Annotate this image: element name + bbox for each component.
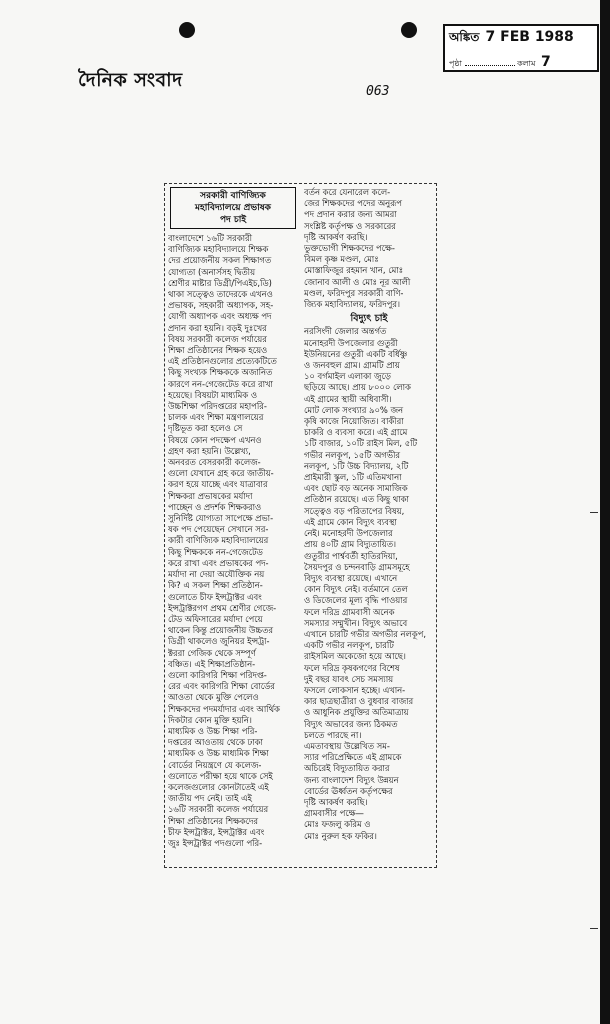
article-line: গুলো যেখানে গ্রহ করে জাতীয়- bbox=[168, 468, 274, 479]
article-line: চীফ ইন্সট্রাক্টর, ইন্সট্রাক্টর এবং bbox=[168, 826, 265, 837]
article-line: বাণিজ্যিক মহাবিদ্যালয়ে শিক্ষক bbox=[168, 244, 269, 255]
margin-mark bbox=[590, 928, 598, 929]
article-line: দৃষ্টিভূত করা হলেও সে bbox=[168, 423, 243, 434]
stamp-date-value: 7 FEB 1988 bbox=[485, 29, 574, 45]
article-line: এবং ছোট বড় অনেক সামাজিক bbox=[304, 483, 408, 494]
article-line: শিক্ষকদের পদমর্যাদার এবং আর্থিক bbox=[168, 703, 280, 714]
article-line: দৃষ্টি আকর্ষণ করছি। bbox=[304, 231, 368, 242]
article-line: কিছু সংখ্যক শিক্ষককে অজানিত bbox=[168, 367, 273, 378]
article-line: ফসলে লোকসান হচ্ছে। এখান- bbox=[304, 684, 406, 695]
article-line: ফলে দরিদ্র কৃষকগণের বিশেষ bbox=[304, 662, 400, 673]
article-line: প্রদান করা হয়নি। বড়ই দুঃখের bbox=[168, 322, 267, 333]
article-line: বঞ্চিত। এই শিক্ষাপ্রতিষ্ঠান- bbox=[168, 658, 256, 669]
article-line: করণ হয়ে যাচ্ছে এবং যাত্রাবার bbox=[168, 479, 268, 490]
stamp-date-label: অঙ্কিত bbox=[449, 30, 480, 44]
article-line: বোর্ডের নিয়ন্ত্রণে যে কলেজ- bbox=[168, 759, 262, 770]
article-line: ১৬টি সরকারী কলেজ পর্যায়ের bbox=[168, 804, 269, 815]
article-line: জন্য বাংলাদেশ বিদ্যুৎ উন্নয়ন bbox=[304, 774, 399, 785]
article-line: বাংলাদেশে ১৬টি সরকারী bbox=[168, 233, 253, 243]
article-line: পদ প্রদান করার জন্য আমরা bbox=[304, 209, 397, 220]
article-line: মণ্ডল, ফরিদপুর সরকারী বাণি- bbox=[304, 287, 404, 298]
article-line: গ্রামবাসীর পক্ষে— bbox=[304, 808, 364, 819]
article-line: বিষয়ে কোন পদক্ষেপ এখনও bbox=[168, 434, 262, 445]
article-line: এই প্রতিষ্ঠানগুলোর প্রত্যেকটিতে bbox=[168, 356, 277, 367]
article-line: মাধ্যমিক ও উচ্চ শিক্ষা পরি- bbox=[168, 725, 258, 736]
article-line: এমতাবস্থায় উল্লেখিত সম- bbox=[304, 740, 390, 751]
article-line: বিদ্যুৎ অভাবের জন্য ঠিকমত bbox=[304, 718, 398, 729]
article-line: আওতা থেকে মুক্তি পেলেও bbox=[168, 692, 259, 703]
article-line: প্রায় ৪০টি গ্রাম বিদ্যুতায়িত। bbox=[304, 539, 396, 550]
article-line: থাকা সত্ত্বেও তাদেরকে এখনও bbox=[168, 289, 273, 300]
page-number: 063 bbox=[366, 84, 390, 99]
article-line: মনোহরদী উপজেলার গুতুরী bbox=[304, 337, 398, 348]
article-line: জুঃ ইন্সট্রাক্টর পদগুলো পরি- bbox=[168, 837, 263, 848]
article-line: একটি গভীর নলকূপ, চারটি bbox=[304, 640, 394, 651]
article-line: শিক্ষা প্রতিষ্ঠানের শিক্ষকদের bbox=[168, 815, 259, 826]
article-line: ফলে দরিদ্র গ্রামবাসী অনেক bbox=[304, 606, 395, 617]
article-line: গুলোতে পরীক্ষা হয়ে থাকে সেই bbox=[168, 770, 273, 781]
article-line: শ্রেণীর মাষ্টার ডিগ্রী/পিএইচ,ডি) bbox=[168, 277, 272, 288]
headline-line: পদ চাই bbox=[219, 215, 247, 225]
article-line: রের এবং কারিগরি শিক্ষা বোর্ডের bbox=[168, 681, 275, 692]
article-line: মোট লোক সংখ্যার ৯০% জন bbox=[304, 404, 404, 415]
article-line: গুলোতে চীফ ইন্সট্রাক্টর এবং bbox=[168, 591, 262, 602]
article-line: গভীর নলকূপ, ১৫টি অগভীর bbox=[304, 449, 400, 460]
article-body-left bbox=[168, 233, 298, 849]
article-line: সৈয়দপুর ও চন্দনবাড়ি গ্রামসমূহে bbox=[304, 561, 410, 572]
article-line: ১টি বাজার, ১০টি রাইস মিল, ৫টি bbox=[304, 438, 418, 449]
punch-hole-right bbox=[401, 22, 417, 38]
article-line: ও আধুনিক প্রযুক্তির অতিমাত্রায় bbox=[304, 707, 409, 718]
article-line: ডিগ্রী থাকলেও জুনিয়র ইন্সট্রা- bbox=[168, 636, 270, 647]
article-line: পাচ্ছেন ও প্রদর্শক শিক্ষকরাও bbox=[168, 501, 262, 512]
article-line: ভুক্তভোগী শিক্ষকদের পক্ষে- bbox=[304, 243, 395, 254]
article-line: ও জনবহুল গ্রাম। গ্রামটি প্রায় bbox=[304, 360, 400, 371]
article-line: চালক এবং শিক্ষা মন্ত্রণালয়ের bbox=[168, 412, 264, 423]
article-line: কৃষি কাজে নিয়োজিত। বাকীরা bbox=[304, 416, 404, 427]
article-line: জ্যিক মহাবিদ্যালয়, ফরিদপুর। bbox=[304, 299, 400, 310]
article-subheadline: বিদ্যুৎ চাই bbox=[350, 313, 388, 325]
article-line: উচ্চশিক্ষা পরিদপ্তরের মহাপরি- bbox=[168, 401, 267, 412]
article-column-right bbox=[304, 187, 434, 847]
stamp-page-row bbox=[449, 54, 551, 71]
article-line: দের প্রয়োজনীয় সকল শিক্ষাগত bbox=[168, 255, 272, 266]
article-body-right-top bbox=[304, 187, 434, 310]
article-line: কোন বিদ্যুৎ নেই। বর্তমানে তেল bbox=[304, 584, 408, 595]
article-line: ও ডিজেলের মূল্য বৃদ্ধি পাওয়ার bbox=[304, 595, 408, 606]
article-line: গুতুরীর পার্শ্ববর্তী হাতিরদিয়া, bbox=[304, 550, 398, 561]
article-line: মাধ্যমিক ও উচ্চ মাধ্যমিক শিক্ষা bbox=[168, 748, 269, 759]
stamp-page-label: পৃষ্ঠা bbox=[449, 59, 462, 68]
article-line: ইন্সট্রাক্টরগণ প্রথম শ্রেণীর গেজে- bbox=[168, 602, 277, 613]
article-line: হয়েছে। বিষয়টা মাধ্যমিক ও bbox=[168, 389, 257, 400]
article-line: বর্তন করে যেনারেল কলে- bbox=[304, 187, 391, 197]
article-line: শিক্ষকরা প্রভাষকের মর্যাদা bbox=[168, 490, 253, 501]
article-line: সংশ্লিষ্ট কর্তৃপক্ষ ও সরকারের bbox=[304, 220, 396, 231]
article-line: কি? এ সকল শিক্ষা প্রতিষ্ঠান- bbox=[168, 580, 263, 591]
article-headline bbox=[170, 187, 296, 229]
headline-line: মহাবিদ্যালয়ে প্রভাষক bbox=[195, 203, 271, 213]
article-line: জোনাব আলী ও মোঃ নূর আলী bbox=[304, 276, 411, 287]
article-line: অনবরত বেসরকারী কলেজ- bbox=[168, 457, 261, 468]
article-line: ক্টররা গেজিক থেকে সম্পূর্ণ bbox=[168, 647, 256, 658]
article-line: এখানে চারটি গভীর অগভীর নলকূপ, bbox=[304, 628, 426, 639]
article-column-left bbox=[168, 187, 298, 867]
article-line: গুলো কারিগরি শিক্ষা পরিদপ্ত- bbox=[168, 669, 267, 680]
article-line: দুই বছর যাবৎ সেচ সমস্যায় bbox=[304, 673, 394, 684]
article-line: কারী বাণিজ্যিক মহাবিদ্যালয়ের bbox=[168, 535, 269, 546]
article-line: যোগ্যতা (অনার্সসহ দ্বিতীয় bbox=[168, 266, 256, 277]
article-line: প্রভাষক, সহকারী অধ্যাপক, সহ- bbox=[168, 300, 274, 311]
page-right-edge bbox=[600, 0, 610, 1024]
article-line: রাইসমিল অকেজো হয়ে আছে। bbox=[304, 651, 406, 662]
article-line: যোগী অধ্যাপক এবং অধ্যক্ষ পদ bbox=[168, 311, 272, 322]
stamp-column-value: 7 bbox=[540, 54, 551, 70]
article-line: স্যার পরিপ্রেক্ষিতে এই গ্রামকে bbox=[304, 752, 402, 763]
article-line: সত্ত্বেও বড় পরিতাপের বিষয়, bbox=[304, 505, 405, 516]
article-line: কার ছাত্রছাত্রীরা ও বুধবার বাজার bbox=[304, 696, 414, 707]
article-line: অচিরেই বিদ্যুতায়িত করার bbox=[304, 763, 390, 774]
margin-mark bbox=[590, 512, 598, 513]
article-line: এই গ্রামে কোন বিদ্যুৎ ব্যবস্থা bbox=[304, 516, 397, 527]
date-stamp bbox=[443, 24, 599, 72]
article-line: ষক পদ পেয়েছেন সেখানে সর- bbox=[168, 524, 269, 535]
article-line: নেই। মনোহরদী উপজেলার bbox=[304, 528, 393, 539]
article-line: দৃষ্টি আকর্ষণ করছি। bbox=[304, 796, 368, 807]
article-line: কারণে নন-গেজেটেড করে রাখা bbox=[168, 378, 273, 389]
article-line: কিছু শিক্ষককে নন-গেজেটেড bbox=[168, 546, 263, 557]
article-line: এই গ্রামের স্থায়ী অধিবাসী। bbox=[304, 393, 392, 404]
article-body-right-bottom bbox=[304, 326, 434, 841]
article-line: শিক্ষা প্রতিষ্ঠানের শিক্ষক হয়েও bbox=[168, 345, 268, 356]
article-line: সমস্যার সম্মুখীন। বিদ্যুৎ অভাবে bbox=[304, 617, 408, 628]
article-line: গ্রহণ করা হয়নি। উল্লেখ্য, bbox=[168, 445, 251, 456]
article-line: প্রতিষ্ঠান রয়েছে। এত কিছু থাকা bbox=[304, 494, 409, 505]
article-line: ইউনিয়নের গুতুরী একটি বর্ধিষ্ণু bbox=[304, 348, 408, 359]
article-line: মোঃ নুরুল হক ফকির। bbox=[304, 830, 377, 841]
article-line: ছড়িয়ে আছে। প্রায় ৮০০০ লোক bbox=[304, 382, 411, 393]
article-line: ১০ বর্গমাইল এলাকা জুড়ে bbox=[304, 371, 391, 382]
article-line: মোস্তাফিজুর রহমান খান, মোঃ bbox=[304, 265, 404, 276]
article-line: টেড অফিসারের মর্যাদা পেয়ে bbox=[168, 613, 263, 624]
stamp-column-label: কলাম bbox=[517, 59, 536, 68]
article-line: বোর্ডের ঊর্ধ্বতন কর্তৃপক্ষের bbox=[304, 785, 393, 796]
article-line: দপ্তরের আওতায় থেকে ঢাকা bbox=[168, 737, 263, 748]
article-line: থাকেন কিন্তু প্রয়োজনীয় উচ্চতর bbox=[168, 625, 274, 636]
punch-hole-left bbox=[179, 22, 195, 38]
article-line: বিদ্যুৎ ব্যবস্থা রয়েছে। এখানে bbox=[304, 572, 398, 583]
stamp-date-row bbox=[449, 29, 574, 49]
article-line: প্রাইমারী স্কুল, ১টি এতিমখানা bbox=[304, 472, 402, 483]
article-line: করে রাখা এবং প্রভাষকের পদ- bbox=[168, 557, 269, 568]
headline-line: সরকারী বাণিজ্যিক bbox=[200, 191, 266, 201]
article-line: চলতে পারছে না। bbox=[304, 729, 362, 740]
article-line: জের শিক্ষকদের পদের অনুরূপ bbox=[304, 198, 402, 209]
article-line: বিষয় সরকারী কলেজ পর্যায়ের bbox=[168, 333, 267, 344]
article-line: মর্যাদা না দেয়া অযৌক্তিক নয় bbox=[168, 569, 265, 580]
newspaper-name: দৈনিক সংবাদ bbox=[78, 69, 183, 91]
article-line: কলেজগুলোর কোনটাতেই এই bbox=[168, 781, 269, 792]
article-line: জাতীয় পদ নেই। তাই এই bbox=[168, 793, 252, 804]
article-line: মোঃ ফজলু করিম ও bbox=[304, 819, 371, 830]
article-line: সুনির্দিষ্ট যোগ্যতা সাপেক্ষে প্রভা- bbox=[168, 513, 274, 524]
article-line: চাকরি ও ব্যবসা করে। এই গ্রামে bbox=[304, 427, 408, 438]
article-line: দিকটার কোন মুক্তি হয়নি। bbox=[168, 714, 252, 725]
article-line: নলকূপ, ১টি উচ্চ বিদ্যালয়, ২টি bbox=[304, 460, 409, 471]
article-line: বিমল কৃষ্ণ মণ্ডল, মোঃ bbox=[304, 254, 379, 265]
article-line: নরসিংদী জেলার অন্তর্গত bbox=[304, 326, 387, 337]
